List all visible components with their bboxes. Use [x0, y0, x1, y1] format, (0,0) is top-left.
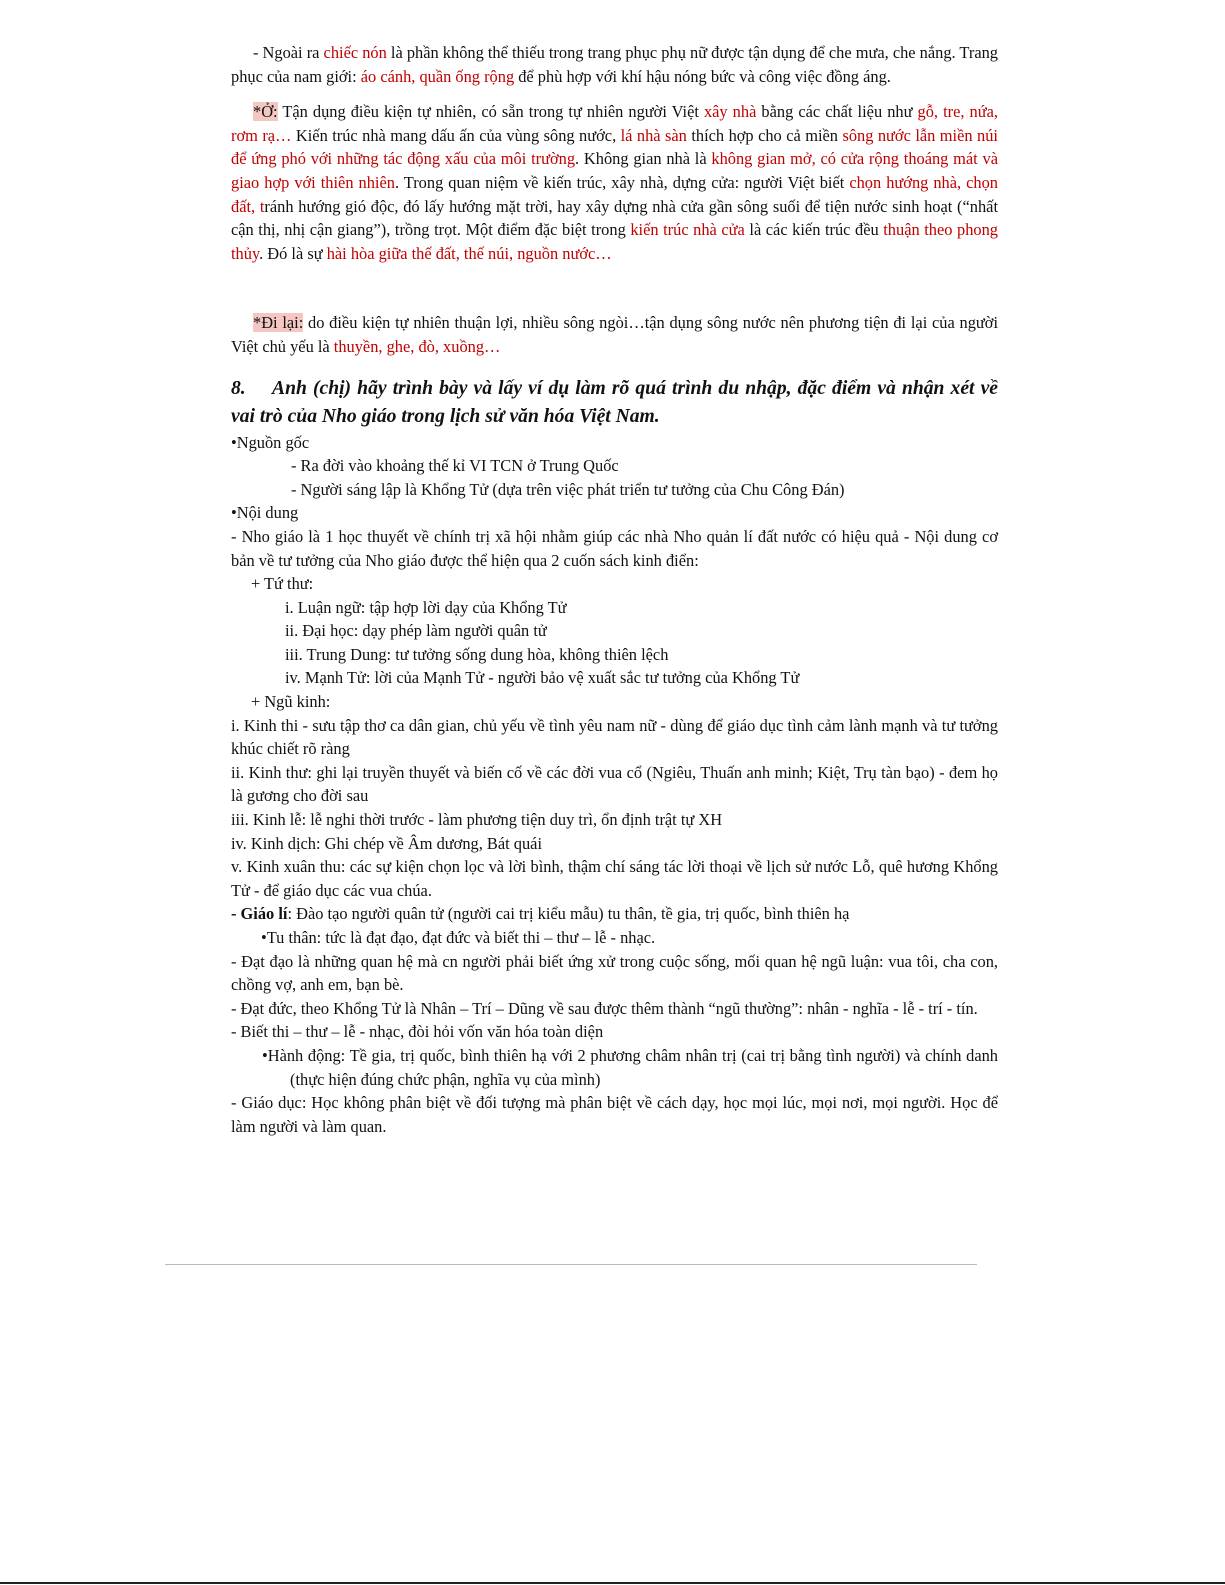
highlight-text: chiếc nón: [323, 43, 387, 62]
hanh-dong-item: •Hành động: Tề gia, trị quốc, bình thiên hạ với 2 phương châm nhân trị (cai trị bằng tình người) và chính danh (thực hiện đúng chức phận, nghĩa vụ của mình): [262, 1045, 998, 1089]
tu-thu-item: iii. Trung Dung: tư tưởng sống dung hòa, không thiên lệch: [285, 644, 669, 664]
document-page: [231, 41, 998, 1138]
highlight-text: lá nhà sàn: [620, 125, 687, 145]
text-run: . Đó là sự: [259, 243, 327, 263]
page-divider: [165, 1264, 977, 1265]
giao-duc-item: - Giáo dục: Học không phân biệt về đối tượng mà phân biệt về cách dạy, học mọi lúc, mọi nơi, mọi người. Học để làm người và làm quan.: [231, 1093, 998, 1136]
origin-item: - Người sáng lập là Khổng Tử (dựa trên việc phát triển tư tưởng của Chu Công Đán): [291, 479, 845, 499]
section-label-travel: *Đi lại:: [253, 313, 304, 333]
ngu-kinh-item: iv. Kinh dịch: Ghi chép về Âm dương, Bát quái: [231, 833, 543, 853]
origin-heading: •Nguồn gốc: [231, 432, 310, 452]
ngu-kinh-item: v. Kinh xuân thu: các sự kiện chọn lọc và lời bình, thậm chí sáng tác lời thoại về lịch sử nước Lỗ, quê hương Khổng Tử - để giáo dục các vua chúa.: [231, 857, 998, 900]
text-run: . Không gian nhà là: [575, 149, 712, 169]
paragraph-housing: [231, 100, 998, 265]
text-run: ránh hướng gió độc, đó lấy hướng mặt trời, hay xây dựng nhà cửa gần sông suối để tiện nước sinh hoạt (“nhất cận thị, nhị cận giang”), trồng trọt. Một điểm đặc biệt trong: [231, 196, 999, 240]
question-text: Anh (chị) hãy trình bày và lấy ví dụ làm rõ quá trình du nhập, đặc điểm và nhận xét về vai trò của Nho giáo trong lịch sử văn hóa Việt Nam.: [231, 377, 998, 427]
highlight-text: hài hòa giữa thế đất, thế núi, nguồn nước…: [326, 243, 612, 263]
origin-item: - Ra đời vào khoảng thế kỉ VI TCN ở Trung Quốc: [291, 456, 619, 476]
text-run: do điều kiện tự nhiên thuận lợi, nhiều sông ngòi…tận dụng sông nước nên phương tiện đi lại của người Việt chủ yếu là: [231, 313, 998, 356]
ngu-kinh-item: iii. Kinh lễ: lễ nghi thời trước - làm phương tiện duy trì, ổn định trật tự XH: [231, 810, 723, 830]
highlight-text: gỗ, tre, nứa, rơm rạ…: [231, 102, 998, 145]
ngu-kinh-item: i. Kinh thi - sưu tập thơ ca dân gian, chủ yếu về tình yêu nam nữ - dùng để giáo dục tình cảm lành mạnh và tư tưởng khúc chiết rõ ràng: [231, 715, 998, 759]
highlight-text: chọn hướng nhà, chọn đất, t: [231, 172, 999, 216]
tu-thu-item: ii. Đại học: dạy phép làm người quân tử: [285, 621, 547, 641]
text-run: là các kiến trúc đều: [744, 220, 884, 240]
section-label-housing: *Ở:: [253, 102, 278, 122]
text-run: để phù hợp với khí hậu nóng bức và công việc đồng áng.: [514, 66, 891, 86]
text-run: bằng các chất liệu như: [756, 102, 918, 122]
highlight-text: áo cánh, quần ống rộng: [360, 66, 515, 86]
highlight-text: sông nước lẫn miền núi để ứng phó với những tác động xấu của môi trường: [231, 125, 998, 169]
question-number: 8.: [231, 377, 246, 399]
paragraph-travel: [231, 311, 998, 358]
text-run: - Ngoài ra: [253, 43, 324, 62]
content-intro: - Nho giáo là 1 học thuyết về chính trị xã hội nhằm giúp các nhà Nho quản lí đất nước có hiệu quả - Nội dung cơ bản về tư tưởng của Nho giáo được thể hiện qua 2 cuốn sách kinh điển:: [231, 526, 998, 570]
tu-thu-item: iv. Mạnh Tử: lời của Mạnh Tử - người bảo vệ xuất sắc tư tưởng của Khổng Tử: [285, 668, 800, 688]
highlight-text: xây nhà: [703, 102, 757, 122]
tu-thu-item: i. Luận ngữ: tập hợp lời dạy của Khổng Tử: [285, 597, 567, 617]
text-run: Kiến trúc nhà mang dấu ấn của vùng sông nước,: [291, 125, 621, 145]
text-run: là phần không thể thiếu trong trang phục phụ nữ được tận dụng để che mưa, che nắng. Trang phục của nam giới:: [231, 43, 998, 86]
tu-than-item: •Tu thân: tức là đạt đạo, đạt đức và biết thi – thư – lễ - nhạc.: [261, 928, 656, 947]
tu-thu-heading: + Tứ thư:: [251, 574, 314, 594]
text-run: thích hợp cho cả miền: [686, 125, 843, 145]
content-heading: •Nội dung: [231, 503, 299, 523]
highlight-text: thuận theo phong thủy: [231, 220, 998, 263]
page-bottom-border: [0, 1582, 1225, 1584]
paragraph-dress: [231, 41, 998, 88]
dat-dao-item: - Đạt đạo là những quan hệ mà cn người phải biết ứng xử trong cuộc sống, mối quan hệ ngũ luận: vua tôi, cha con, chồng vợ, anh em, bạn bè.: [231, 951, 998, 995]
dat-duc-item: - Đạt đức, theo Khổng Tử là Nhân – Trí – Dũng về sau được thêm thành “ngũ thường”: nhân - nghĩa - lễ - trí - tín.: [231, 998, 978, 1018]
highlight-text: thuyền, ghe, đò, xuồng…: [333, 336, 501, 356]
highlight-text: không gian mở, có cửa rộng thoáng mát và giao hợp với thiên nhiên: [231, 149, 998, 192]
ngu-kinh-heading: + Ngũ kinh:: [251, 692, 331, 712]
text-run: . Trong quan niệm về kiến trúc, xây nhà, dựng cửa: người Việt biết: [394, 172, 850, 192]
biet-thi-item: - Biết thi – thư – lễ - nhạc, đòi hỏi vốn văn hóa toàn diện: [231, 1022, 604, 1042]
doctrine-text: : Đào tạo người quân tử (người cai trị kiểu mẫu) tu thân, tề gia, trị quốc, bình thiên hạ: [287, 904, 850, 924]
ngu-kinh-item: ii. Kinh thư: ghi lại truyền thuyết và biến cố về các đời vua cổ (Ngiêu, Thuấn anh minh; Kiệt, Trụ tàn bạo) - đem họ là gương cho đời sau: [231, 762, 998, 806]
highlight-text: kiến trúc nhà cửa: [630, 220, 745, 240]
doctrine-line: [231, 902, 998, 926]
text-run: Tận dụng điều kiện tự nhiên, có sẵn trong tự nhiên người Việt: [277, 102, 704, 122]
question-heading: [231, 375, 998, 431]
doctrine-label: - Giáo lí: [231, 904, 288, 924]
